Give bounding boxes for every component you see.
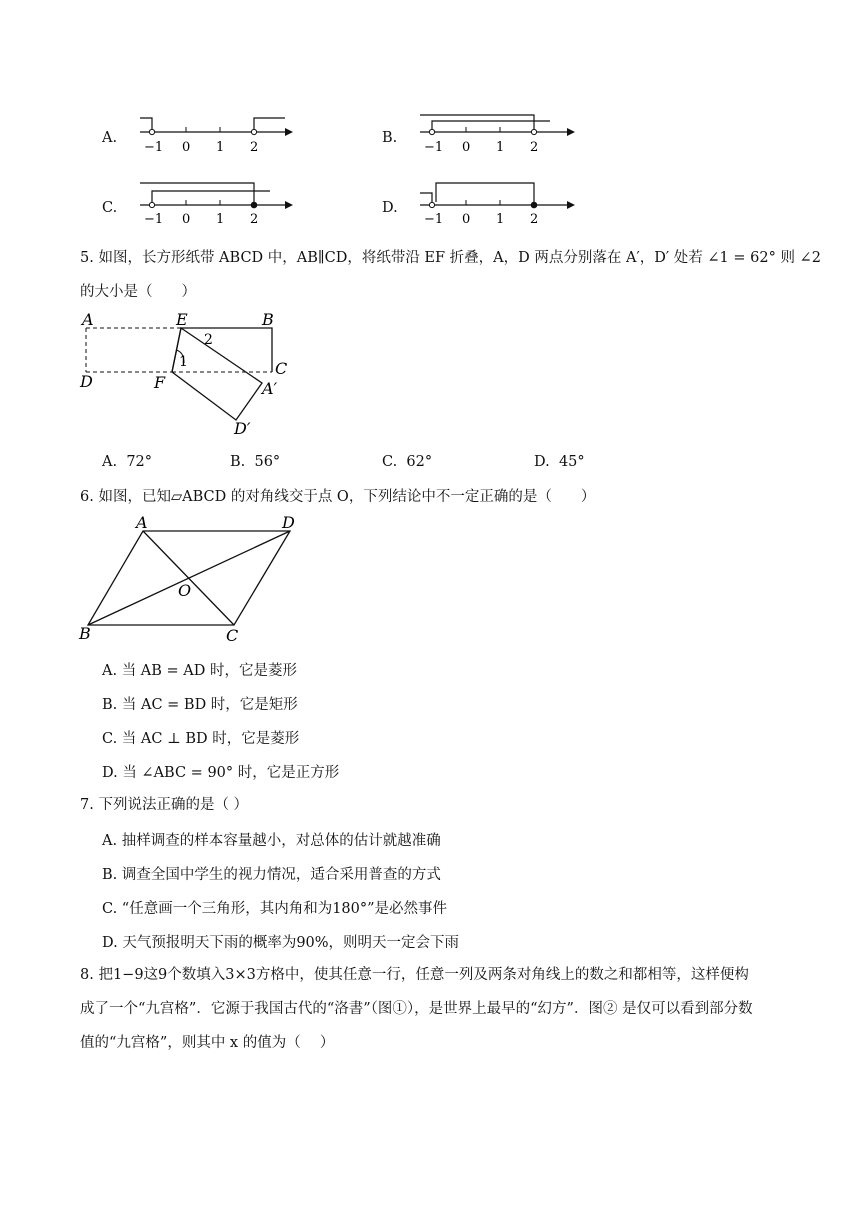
label-e: E — [176, 310, 188, 329]
svg-text:0: 0 — [182, 140, 191, 155]
label-d-prime: D′ — [234, 419, 251, 438]
label-d: D — [282, 513, 295, 532]
label-o: O — [178, 581, 192, 600]
q6-option-a[interactable]: A. 当 AB = AD 时，它是菱形 — [102, 663, 298, 679]
option-letter: D. — [382, 200, 398, 216]
svg-text:−1: −1 — [424, 140, 444, 155]
q5-option-d[interactable]: D. 45° — [534, 454, 585, 470]
q7-option-d[interactable]: D. 天气预报明天下雨的概率为90%，则明天一定会下雨 — [102, 935, 460, 951]
label-a: A — [82, 310, 94, 329]
svg-text:−1: −1 — [424, 212, 444, 225]
q5-option-c[interactable]: C. 62° — [382, 454, 433, 470]
label-f: F — [154, 373, 166, 392]
q6-option-c[interactable]: C. 当 AC ⊥ BD 时，它是菱形 — [102, 731, 300, 747]
q7-option-c[interactable]: C. “任意画一个三角形，其内角和为180°”是必然事件 — [102, 901, 448, 917]
svg-text:2: 2 — [250, 212, 259, 225]
svg-text:1: 1 — [216, 140, 225, 155]
q6-option-b[interactable]: B. 当 AC = BD 时，它是矩形 — [102, 697, 298, 713]
svg-text:2: 2 — [530, 140, 539, 155]
question-8-stem-end: 值的“九宫格”，则其中 x 的值为（ ） — [80, 1035, 335, 1051]
svg-text:0: 0 — [462, 140, 471, 155]
q6-figure — [76, 512, 308, 646]
svg-text:1: 1 — [496, 212, 505, 225]
number-line-b — [415, 110, 580, 157]
label-b: B — [262, 310, 274, 329]
question-8-stem-continued: 成了一个“九宫格”．它源于我国古代的“洛書”（图①），是世界上最早的“幻方”．图② 是仅可以看到部分数 — [80, 1001, 753, 1017]
label-b: B — [79, 624, 91, 643]
option-letter: A. — [102, 130, 118, 146]
label-c: C — [226, 626, 239, 645]
svg-text:2: 2 — [250, 140, 259, 155]
svg-text:2: 2 — [530, 212, 539, 225]
q7-option-b[interactable]: B. 调查全国中学生的视力情况，适合采用普查的方式 — [102, 867, 441, 883]
label-angle-2: 2 — [204, 332, 213, 348]
question-5-stem: 5. 如图，长方形纸带 ABCD 中，AB∥CD，将纸带沿 EF 折叠，A，D 两点分别落在 A′，D′ 处若 ∠1 = 62° 则 ∠2 — [80, 250, 821, 266]
svg-text:1: 1 — [496, 140, 505, 155]
option-letter: C. — [102, 200, 118, 216]
option-letter: B. — [382, 130, 398, 146]
q7-option-a[interactable]: A. 抽样调查的样本容量越小，对总体的估计就越准确 — [102, 833, 441, 849]
question-6-stem: 6. 如图，已知▱ABCD 的对角线交于点 O，下列结论中不一定正确的是（ ） — [80, 489, 596, 505]
label-angle-1: 1 — [179, 354, 188, 370]
number-line-c — [135, 178, 295, 225]
q6-option-d[interactable]: D. 当 ∠ABC = 90° 时，它是正方形 — [102, 765, 340, 781]
svg-text:−1: −1 — [144, 140, 164, 155]
svg-text:0: 0 — [462, 212, 471, 225]
label-a-prime: A′ — [262, 379, 278, 398]
question-5-stem-continued: 的大小是（ ） — [80, 284, 196, 300]
question-7-stem: 7. 下列说法正确的是（ ） — [80, 797, 249, 813]
svg-text:0: 0 — [182, 212, 191, 225]
question-8-stem: 8. 把1−9这9个数填入3×3方格中，使其任意一行，任意一列及两条对角线上的数之和都相等，这样便构 — [80, 967, 749, 983]
q5-figure — [76, 308, 306, 440]
q5-option-b[interactable]: B. 56° — [230, 454, 281, 470]
number-line-a — [135, 112, 295, 157]
label-a: A — [136, 513, 148, 532]
label-d: D — [80, 372, 93, 391]
number-line-d — [415, 178, 580, 225]
svg-text:1: 1 — [216, 212, 225, 225]
label-c: C — [275, 359, 288, 378]
svg-text:−1: −1 — [144, 212, 164, 225]
q5-option-a[interactable]: A. 72° — [102, 454, 153, 470]
